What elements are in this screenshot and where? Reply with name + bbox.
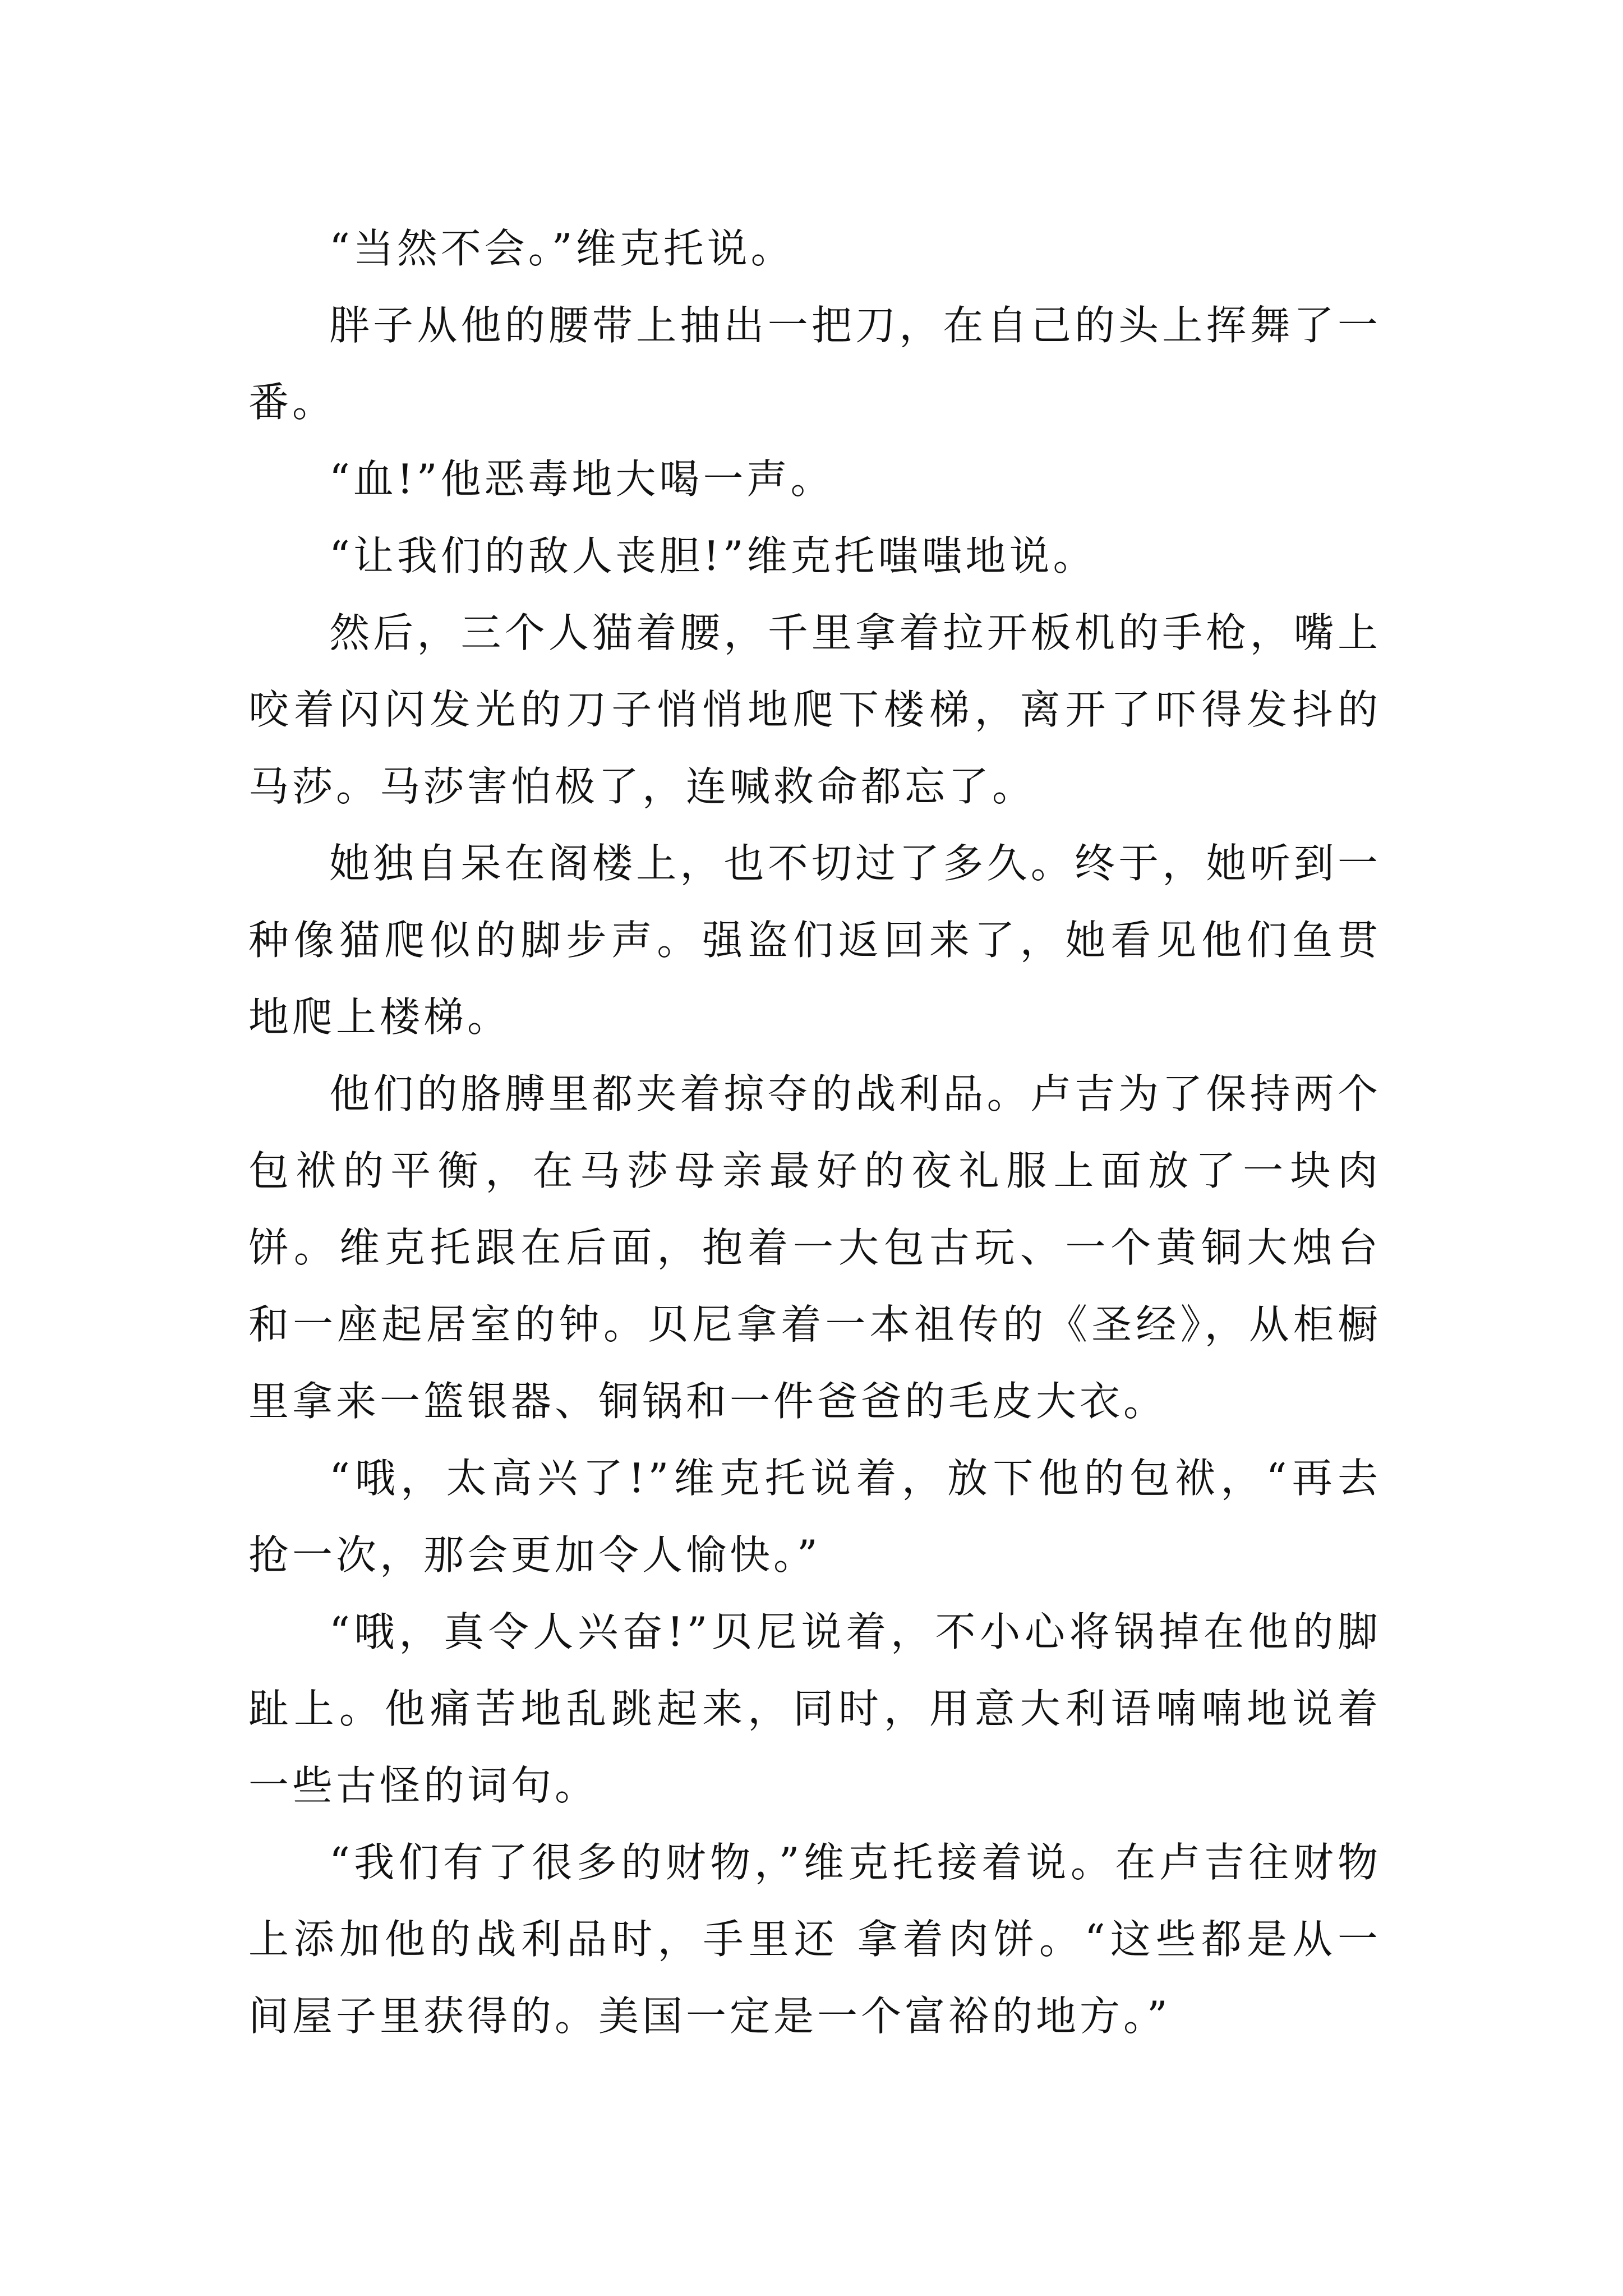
paragraph: “哦，真令人兴奋!”贝尼说着，不小心将锅掉在他的脚趾上。他痛苦地乱跳起来，同时，用意大利语喃喃地说着一些古怪的词句。 — [248, 1608, 1381, 1809]
paragraph: “我们有了很多的财物，”维克托接着说。在卢吉往财物上添加他的战利品时，手里还 拿着肉饼。“这些都是从一间屋子里获得的。美国一定是一个富裕的地方。” — [248, 1839, 1381, 2040]
paragraph: “血!”他恶毒地大喝一声。 — [329, 455, 834, 503]
paragraph: “哦，太高兴了!”维克托说着，放下他的包袱，“再去抢一次，那会更加令人愉快。” — [248, 1455, 1381, 1579]
paragraph: “当然不会。”维克托说。 — [329, 225, 795, 272]
paragraph: 她独自呆在阁楼上，也不切过了多久。终于，她听到一种像猫爬似的脚步声。强盗们返回来了，她看见他们鱼贯地爬上楼梯。 — [248, 840, 1381, 1041]
paragraph: “让我们的敌人丧胆!”维克托嗤嗤地说。 — [329, 532, 1097, 579]
paragraph: 然后，三个人猫着腰，千里拿着拉开板机的手枪，嘴上咬着闪闪发光的刀子悄悄地爬下楼梯，离开了吓得发抖的马莎。马莎害怕极了，连喊救命都忘了。 — [248, 609, 1381, 810]
document-body — [248, 210, 1381, 2055]
paragraph: 胖子从他的腰带上抽出一把刀，在自己的头上挥舞了一番。 — [248, 302, 1381, 426]
paragraph: 他们的胳膊里都夹着掠夺的战利品。卢吉为了保持两个包袱的平衡，在马莎母亲最好的夜礼服上面放了一块肉饼。维克托跟在后面，抱着一大包古玩、一个黄铜大烛台和一座起居室的钟。贝尼拿着一本祖传的《圣经》，从柜橱里拿来一篮银器、铜锅和一件爸爸的毛皮大衣。 — [248, 1070, 1381, 1425]
